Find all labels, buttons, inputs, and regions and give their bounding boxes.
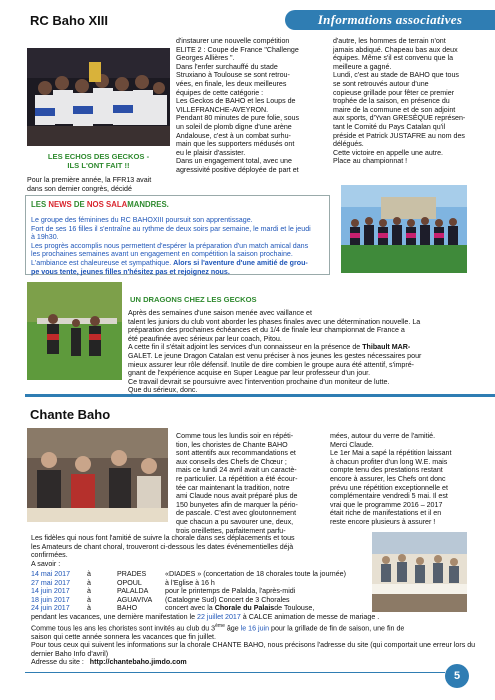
news-highlight: Alors si l'aventure d'une amitié de grou-	[173, 258, 308, 267]
agenda-place: AGUAVIVA	[117, 595, 153, 604]
news-highlight: pe vous tente, jeunes filles n'hésitez pas et rejoignez nous.	[31, 267, 230, 276]
text-line: Merci Claude.	[330, 440, 374, 449]
text-line: meilleure a gagné.	[333, 62, 392, 71]
agenda-place: BAHO	[117, 604, 138, 613]
rc-col2	[176, 37, 327, 175]
text-line: main que les supporters médusés ont	[176, 140, 295, 149]
text-line: GALET. Le jeune Dragon Catalan est venu préciser à nos jeunes les gestes nécessaires pour	[128, 351, 422, 360]
text-line: reste encore plusieurs à assurer !	[330, 517, 436, 526]
text-line: ELITE 2 : Coupe de France "Challenge	[176, 45, 299, 54]
agenda-at: à	[87, 604, 91, 613]
text-line: eu le plaisir d'assister.	[176, 148, 246, 157]
rc-col3	[333, 37, 485, 166]
news-title	[31, 201, 169, 210]
photo-choir-party	[27, 428, 168, 522]
text-line: copieuse grillade pour fêter ce premier	[333, 88, 455, 97]
text-line: vées, en finale, les deux meilleures	[176, 79, 287, 88]
text-line: âge	[224, 623, 241, 632]
agenda-row	[31, 596, 481, 605]
news-title-part: MANDRES.	[127, 200, 169, 209]
text-line: Place au championnat !	[333, 157, 408, 166]
text-line: les Amateurs de chant choral, trouveront ci-dessous les dates événementielles déjà	[31, 542, 294, 551]
site-url-link[interactable]: http://chantebaho.jimdo.com	[89, 658, 187, 667]
text-line: mais ce lundi 24 avril avait un caractè-	[176, 466, 297, 475]
agenda-at: à	[87, 570, 91, 578]
page-number: 5	[445, 664, 469, 688]
photo-dragons-training	[27, 282, 122, 380]
news-title-part: NOS	[86, 200, 104, 209]
text-line: aux sports, d'Yvan GRESÈQUE représen-	[333, 114, 466, 123]
agenda-bold: Chorale du Palais	[214, 604, 275, 613]
text-line: tée car maintenant la tradition, notre	[176, 483, 290, 492]
text-line: Comme tous les ans les choristes sont invités au club du 3	[31, 623, 216, 632]
text-line: A savoir :	[31, 559, 61, 568]
section-title-chante-baho: Chante Baho	[30, 407, 111, 422]
text-line: Lundi, c'est au stade de BAHO que tous	[333, 71, 459, 80]
text-line: tant le Comité du Pays Catalan qu'il	[333, 122, 446, 131]
text-line: Pour tous ceux qui suivent les informations sur la chorale CHANTE BAHO, nous précisons l'adresse du site (qui comportait une erreur lors du dernier Baho Info d'avril)	[31, 641, 476, 658]
text-line: Que du sérieux, donc.	[128, 386, 198, 395]
text-line: agressivité positive déployée de part et	[176, 165, 299, 174]
agenda-date: 14 mai 2017	[31, 570, 71, 578]
text-line: trophée de la saison, en présence du	[333, 97, 450, 106]
text-line: Les progrès accomplis nous permettent d'espérer la préparation d'un match amical dans	[31, 241, 309, 250]
text-line: Struxiano à Toulouse se sont retrou-	[176, 71, 290, 80]
chante-bottom	[31, 534, 366, 568]
text-line: Pendant 80 minutes de pure folie, sous	[176, 114, 300, 123]
text-line: d'instaurer une nouvelle compétition	[176, 37, 290, 45]
news-title-part: NEWS	[48, 200, 72, 209]
text-line: Comme tous les lundis soir en répéti-	[176, 432, 294, 440]
text-line: équipes. Même s'il est convenu que la	[333, 54, 454, 63]
agenda-row	[31, 579, 481, 588]
text-line: équipes de cette catégorie :	[176, 88, 264, 97]
text-line: gnant de l'expérience acquise en Super League par leur professeur d'un jour.	[128, 369, 371, 378]
dragons-text	[128, 309, 480, 395]
dragons-title: UN DRAGONS CHEZ LES GECKOS	[130, 295, 257, 304]
chante-col1	[176, 432, 324, 535]
text-line: Dans l'enfer surchauffé du stade	[176, 62, 278, 71]
text-line: pour la grillade de fin de saison, une fin de	[269, 623, 405, 632]
agenda-at: à	[87, 587, 91, 596]
site-label: Adresse du site :	[31, 658, 84, 667]
text-line: était riche de manifestations et il en	[330, 509, 442, 518]
text-line: Fort de ses 16 filles il s'entraîne au rythme de deux soirs par semaine, le mardi et le jeudi	[31, 224, 311, 233]
text-line: aux conseils des Chefs de Chœur ;	[176, 457, 287, 466]
agenda-row	[31, 587, 481, 596]
agenda-place: PRADES	[117, 570, 147, 578]
text-line: pendant les vacances, une dernière manifestation le	[31, 613, 198, 621]
agenda-desc: (Catalogne Sud) Concert de 3 Chorales	[165, 595, 290, 604]
agenda-row	[31, 604, 481, 613]
text-line: talent les juniors du club vont aborder les phases finales avec une détermination nouvelle. La	[128, 317, 421, 326]
text-date: 22 juillet 2017	[197, 613, 241, 621]
photo-feminines-team	[341, 185, 467, 273]
text-line: maire de la commune et de son adjoint	[333, 105, 456, 114]
text-line: délégués.	[333, 140, 364, 149]
text-line: complémentaire vendredi 5 mai. Il est	[330, 492, 448, 501]
text-line: saison qui cette année sonnera les vacances que fin juillet.	[31, 632, 216, 641]
agenda-date: 14 juin 2017	[31, 587, 70, 596]
text-line: Ce travail devrait se poursuivre avec l'intervention prochaine d'un moniteur de lutte.	[128, 377, 390, 386]
agenda-place: OPOUL	[117, 578, 142, 587]
agenda-row	[31, 570, 481, 579]
dragons-name: Thibault MAR-	[362, 343, 411, 352]
text-line: prévu une répétition exceptionnelle et	[330, 483, 448, 492]
text-line: été peaufinée avec sérieux par leur coach, Pitou.	[128, 334, 282, 343]
text-line: Le 1er Mai a sapé la répétition laissant	[330, 449, 452, 458]
text-line: se sont retrouvés autour d'une	[333, 79, 429, 88]
agenda-list	[31, 570, 481, 613]
text-line: préside et Patrick JUSTAFRE au nom des	[333, 131, 465, 140]
section-title-rc-baho: RC Baho XIII	[30, 13, 109, 28]
text-line: mées, autour du verre de l'amitié.	[330, 432, 436, 440]
text-line: préparation des prochaines échéances et du 1/4 de finale leur championnat de France a	[128, 326, 405, 335]
agenda-desc: concert avec la	[165, 604, 213, 613]
section-divider	[25, 394, 495, 397]
text-line: de pascale. C'est avec gloutonnement	[176, 509, 297, 518]
chante-col2	[330, 432, 482, 527]
text-line: A cette fin il s'était adjoint les services d'un connaisseur en la présence de	[128, 343, 361, 352]
text-line: jamais abdiqué. Chapeau bas aux deux	[333, 45, 458, 54]
text-date: le 16 juin	[240, 623, 270, 632]
caption-line-2: ILS L'ONT FAIT !!	[67, 161, 130, 170]
text-line: tion, les choristes de Chante BAHO	[176, 440, 288, 449]
text-line: à 19h30.	[31, 233, 59, 242]
agenda-date: 27 mai 2017	[31, 578, 71, 587]
text-line: vrai que le programme 2016 – 2017	[330, 500, 443, 509]
text-line: Les fidèles qui nous font l'amitié de suivre la chorale dans ses déplacements et tous	[31, 534, 295, 542]
news-title-part: LES	[31, 200, 49, 209]
text-line: confirmées.	[31, 551, 68, 560]
text-line: Cette victoire en appelle une autre.	[333, 148, 444, 157]
chante-after	[31, 613, 483, 667]
text-line: VILLEFRANCHE-AVEYRON.	[176, 105, 269, 114]
text-line: Le groupe des féminines du RC BAHOXIII poursuit son apprentissage.	[31, 216, 253, 224]
text-line: Pour la première année, la FFR13 avait	[27, 176, 152, 184]
news-text	[31, 216, 327, 276]
text-line: trois oreillettes, parfaitement parfu-	[176, 526, 286, 535]
rc-col1	[27, 176, 170, 193]
text-line: 150 bunyetes afin de marquer la pério-	[176, 500, 298, 509]
footer-line	[25, 672, 445, 673]
text-line: dans son dernier congrès, décidé	[27, 184, 132, 193]
text-line: d'autre, les hommes de terrain n'ont	[333, 37, 446, 45]
news-title-part: DE	[71, 200, 87, 209]
text-line: re particulier. La répétition a été écour-	[176, 474, 298, 483]
agenda-desc: pour le printemps de Palalda, l'après-midi	[165, 587, 296, 596]
agenda-date: 18 juin 2017	[31, 595, 70, 604]
text-line: compte tenu des prestations restant	[330, 466, 443, 475]
agenda-at: à	[87, 595, 91, 604]
text-line: un soleil de plomb digne d'une arène	[176, 122, 292, 131]
agenda-place: PALALDA	[117, 587, 149, 596]
text-line: Les Geckos de BAHO et les Loups de	[176, 97, 296, 106]
text-line: mieux assurer leur rôle défensif. Inutile de dire combien le groupe aura été attentif, s'impré-	[128, 360, 415, 369]
page-header-title: Informations associatives	[317, 12, 463, 27]
agenda-date: 24 juin 2017	[31, 604, 70, 613]
photo-caption	[27, 152, 170, 170]
text-line: sont attentifs aux recommandations et	[176, 449, 296, 458]
text-line: à CALCE animation de messe de mariage .	[240, 613, 380, 621]
text-line: L'ambiance est chaleureuse et sympathique.	[31, 258, 172, 267]
text-line: encore à assurer, les Chefs ont donc	[330, 474, 446, 483]
agenda-desc: «DIADES » (concertation de 18 chorales toute la journée)	[165, 570, 346, 578]
text-sup: ème	[215, 622, 225, 629]
photo-geckos-trophy	[27, 48, 170, 146]
text-line: Dans un engagement total, avec une	[176, 157, 292, 166]
text-line: Georges Allières ".	[176, 54, 235, 63]
text-line: que chacun a pu savourer une, deux,	[176, 517, 294, 526]
text-line: ami Claude nous avait préparé plus de	[176, 492, 298, 501]
text-line: les prochaines semaines avant un engagement en compétition la saison prochaine.	[31, 250, 293, 259]
text-line: Après des semaines d'une saison menée avec vaillance et	[128, 309, 312, 317]
agenda-at: à	[87, 578, 91, 587]
agenda-tail: de Toulouse,	[274, 604, 315, 613]
text-line: Andalouse, c'est à un combat surhu-	[176, 131, 291, 140]
agenda-desc: à l'Eglise à 16 h	[165, 578, 215, 587]
caption-line-1: LES ECHOS DES GECKOS -	[47, 152, 150, 161]
text-line: à chacun profiter d'un long W.E. mais	[330, 457, 448, 466]
news-title-part: SALA	[106, 200, 128, 209]
